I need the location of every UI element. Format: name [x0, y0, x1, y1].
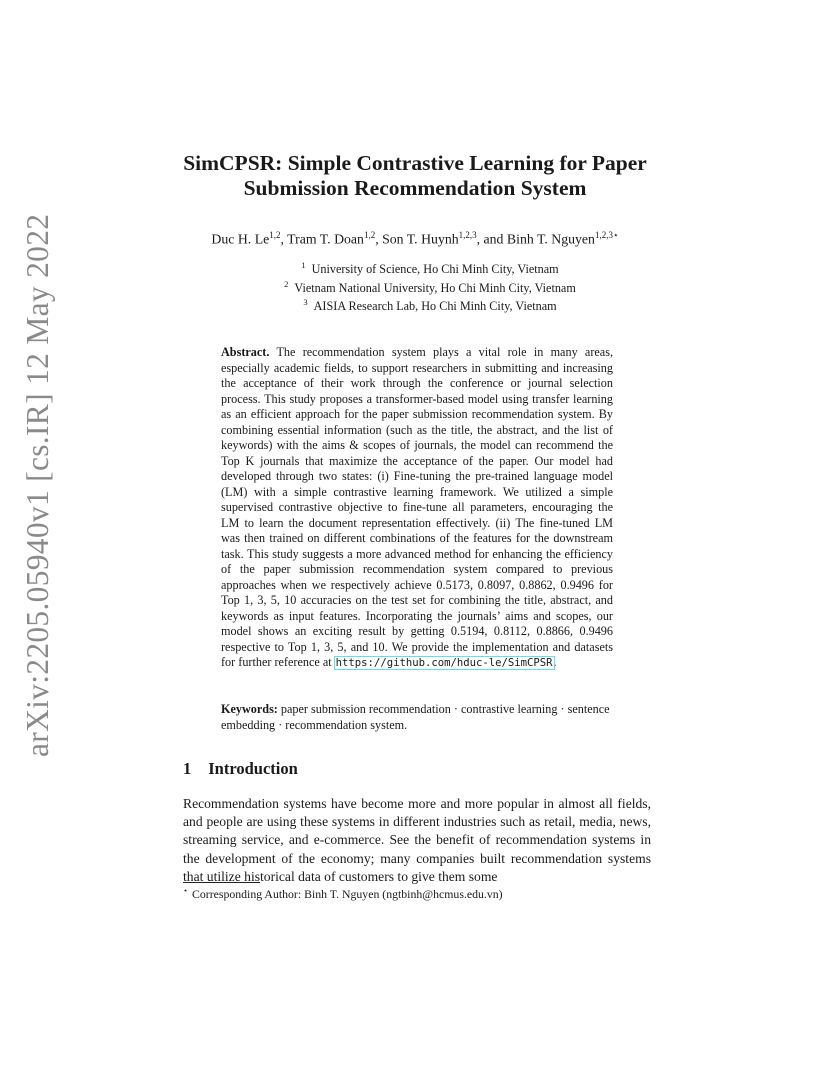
author-affiliation-marks: 1,2	[363, 230, 376, 240]
affiliation-text: AISIA Research Lab, Ho Chi Minh City, Vietnam	[313, 299, 557, 314]
keywords-label: Keywords:	[221, 702, 278, 716]
affiliation	[230, 258, 630, 277]
affiliation-text: Vietnam National University, Ho Chi Minh City, Vietnam	[294, 280, 576, 295]
footnote	[183, 886, 503, 902]
keywords	[221, 702, 613, 733]
author-separator: ,	[375, 231, 383, 247]
affiliation-number: 2	[284, 278, 289, 289]
abstract-text: The recommendation system plays a vital role in many areas, especially academic fields, to support researchers in submitting and increasing the acceptance of their work through the conference or journal selection process. This study proposes a transformer-based model using transfer learning as an efficient approach for the paper submission recommendation system. By combining essential information (such as the title, the abstract, and the list of keywords) with the aims & scopes of journals, the model can recommend the Top K journals that maximize the acceptance of the paper. Our model had developed through two states: (i) Fine-tuning the pre-trained language model (LM) with a simple contrastive learning framework. We utilized a simple supervised contrastive objective to fine-tune all parameters, encouraging the LM to learn the document representation effectively. (ii) The fine-tuned LM was then trained on different combinations of the features for the downstream task. This study suggests a more advanced method for enhancing the efficiency of the paper submission recommendation system compared to previous approaches when we respectively achieve 0.5173, 0.8097, 0.8862, 0.9496 for Top 1, 3, 5, 10 accuracies on the test set for combining the title, abstract, and keywords as input features. Incorporating the journals’ aims and scopes, our model shows an exciting result by getting 0.5194, 0.8112, 0.8866, 0.9496 respective to Top 1, 3, 5, and 10. We provide the implementation and datasets for further reference at	[221, 345, 614, 669]
affiliation-number: 3	[303, 297, 308, 308]
paper-title	[150, 151, 680, 201]
author-affiliation-marks: 1,2,3	[458, 230, 477, 240]
author-separator: ,	[280, 231, 288, 247]
author-affiliation-marks: 1,2,3⋆	[594, 230, 619, 240]
affiliation-list	[230, 258, 630, 314]
affiliation	[230, 277, 630, 296]
author-list	[150, 230, 680, 248]
abstract-label: Abstract.	[221, 345, 270, 359]
affiliation-number: 1	[301, 260, 306, 270]
footnote-text: Corresponding Author: Binh T. Nguyen (ngtbinh@hcmus.edu.vn)	[192, 886, 503, 901]
affiliation	[230, 295, 630, 314]
arxiv-identifier-stamp: arXiv:2205.05940v1 [cs.IR] 12 May 2022	[20, 213, 55, 757]
affiliation-text: University of Science, Ho Chi Minh City, Vietnam	[311, 262, 559, 277]
title-line-1: SimCPSR: Simple Contrastive Learning for Paper	[183, 151, 647, 175]
section-title: Introduction	[208, 759, 298, 778]
footnote-rule	[183, 882, 260, 883]
author-name: Duc H. Le	[211, 231, 270, 247]
abstract	[221, 345, 613, 672]
author-name: Son T. Huynh	[382, 231, 459, 247]
author-separator: , and	[476, 231, 507, 247]
author-affiliation-marks: 1,2	[269, 230, 281, 240]
title-line-2: Submission Recommendation System	[243, 176, 587, 200]
footnote-mark: ⋆	[183, 886, 189, 895]
keywords-text: paper submission recommendation · contrastive learning · sentence embedding · recommendation system.	[221, 702, 610, 732]
github-link[interactable]: https://github.com/hduc-le/SimCPSR	[335, 657, 553, 669]
abstract-link-period: .	[553, 655, 557, 669]
introduction-paragraph: Recommendation systems have become more and more popular in almost all fields, and people are using these systems in different industries such as retail, media, news, streaming service, and e-commerce. See the benefit of recommendation systems in the development of the economy; many companies built recommendation systems that utilize historical data of customers to give them some	[183, 796, 651, 884]
section-heading	[183, 759, 298, 779]
section-number: 1	[183, 759, 192, 778]
author-name: Binh T. Nguyen	[506, 231, 595, 247]
author-name: Tram T. Doan	[287, 231, 364, 247]
